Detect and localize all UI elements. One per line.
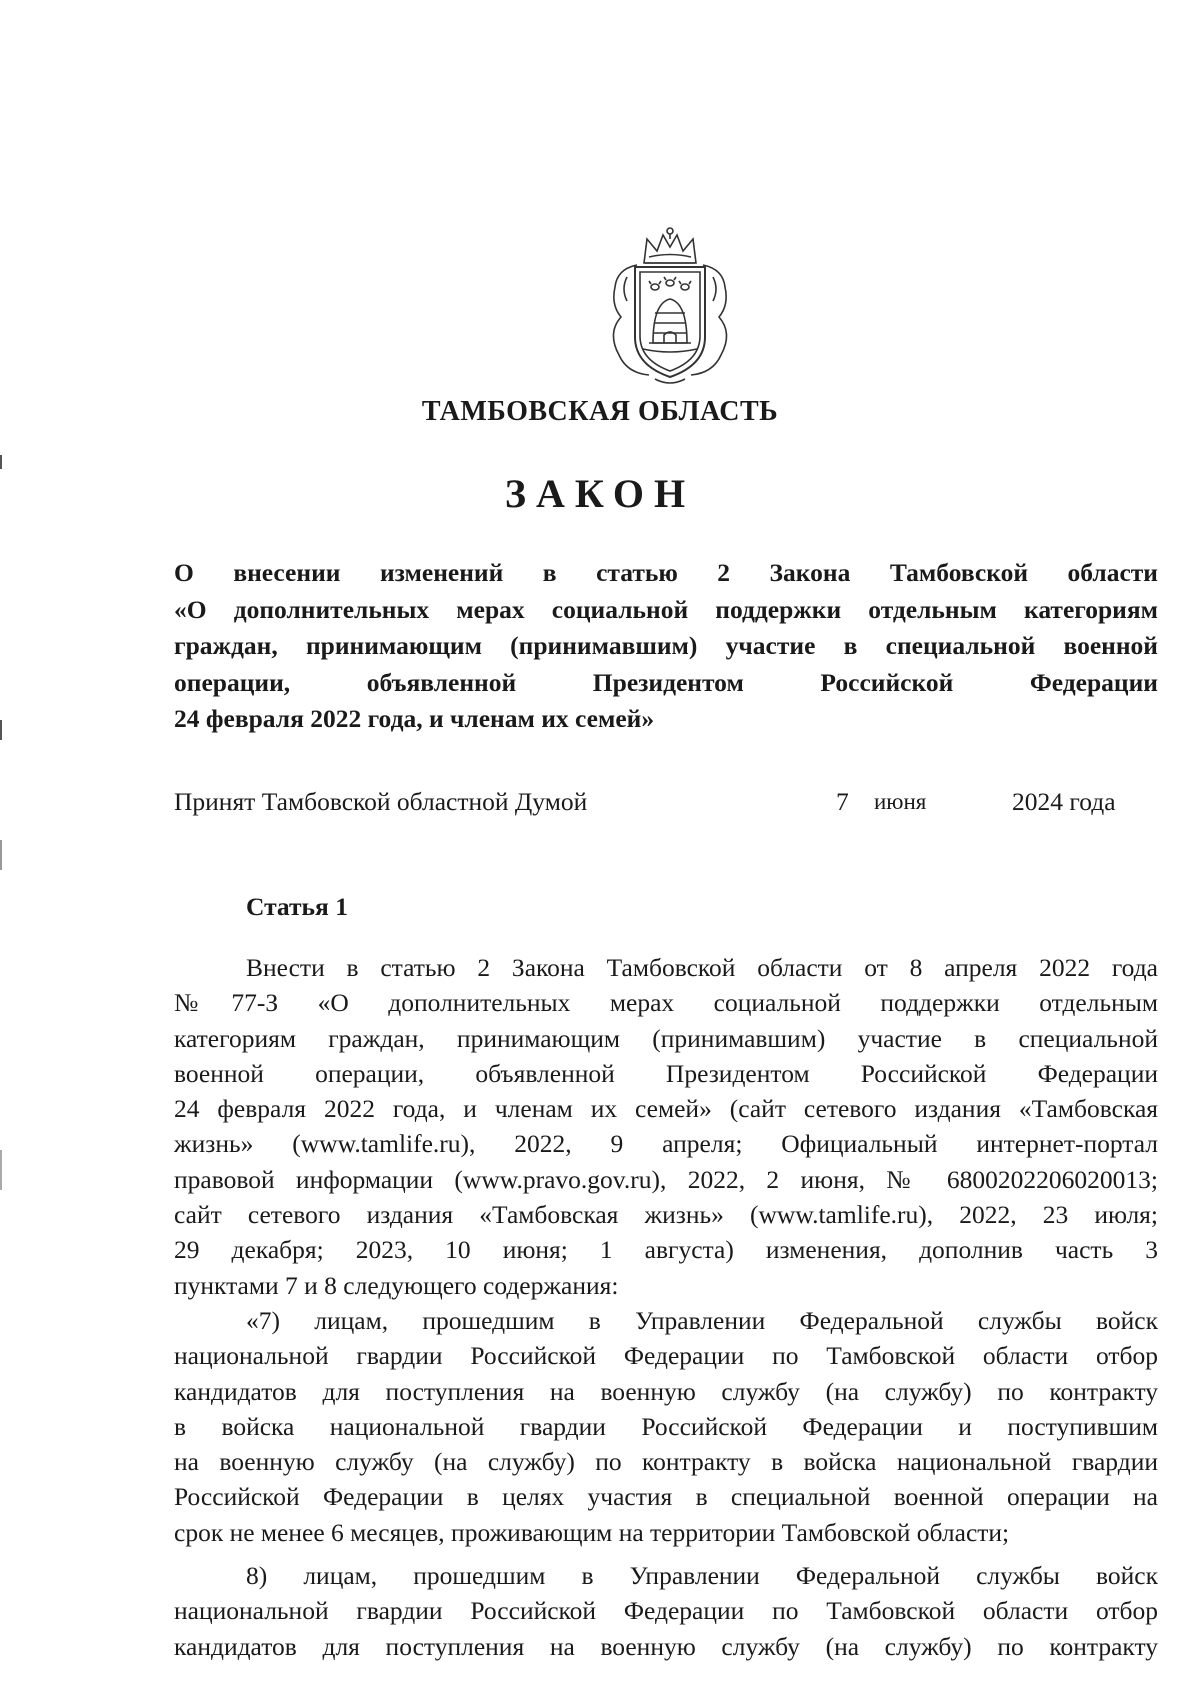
body-line: Внести в статью 2 Закона Тамбовской области от 8 апреля 2022 года [246, 953, 1158, 982]
adoption-label: Принят Тамбовской областной Думой [174, 787, 588, 816]
body-line: №77-З «О дополнительных мерах социальной поддержки отдельным [174, 988, 1158, 1018]
adoption-month: июня [874, 789, 927, 814]
law-title-line: граждан, принимающим (принимавшим) участие в специальной военной [174, 631, 1158, 660]
body-line: 29 декабря; 2023, 10 июня; 1 августа) изменения, дополнив часть 3 [174, 1235, 1158, 1265]
body-line: 8) лицам, прошедшим в Управлении Федеральной службы войск [246, 1561, 1158, 1591]
scan-artifact [0, 1150, 2, 1190]
body-line: сайт сетевого издания «Тамбовская жизнь» (www.tamlife.ru), 2022, 23 июля; [174, 1200, 1158, 1230]
law-title-line: «О дополнительных мерах социальной поддержки отдельным категориям [174, 594, 1158, 624]
adoption-line [174, 787, 1158, 823]
region-heading: ТАМБОВСКАЯ ОБЛАСТЬ [421, 396, 779, 427]
document-type-heading: ЗАКОН [504, 471, 696, 516]
body-line: «7) лицам, прошедшим в Управлении Федеральной службы войск [246, 1305, 1158, 1335]
body-line: в войска национальной гвардии Российской Федерации и поступившим [174, 1411, 1158, 1441]
law-title-line: операции, объявленной Президентом Российской Федерации [174, 667, 1158, 697]
scan-artifact [0, 840, 2, 870]
law-title [174, 555, 1158, 738]
body-line: правовой информации (www.pravo.gov.ru), 2022, 2 июня, № 6800202206020013; [174, 1164, 1158, 1194]
body-line: Российской Федерации в целях участия в специальной военной операции на [174, 1482, 1158, 1512]
law-title-line: 24 февраля 2022 года, и членам их семей» [174, 704, 655, 733]
article-body [174, 950, 1158, 1664]
body-line: национальной гвардии Российской Федерации по Тамбовской области отбор [174, 1596, 1158, 1626]
body-line: 24 февраля 2022 года, и членам их семей» (сайт сетевого издания «Тамбовская [174, 1094, 1158, 1124]
law-title-line: О внесении изменений в статью 2 Закона Тамбовской области [174, 558, 1158, 587]
body-line: жизнь» (www.tamlife.ru), 2022, 9 апреля; Официальный интернет-портал [174, 1129, 1158, 1159]
body-line: кандидатов для поступления на военную службу (на службу) по контракту [174, 1631, 1158, 1661]
scan-artifact [0, 455, 2, 469]
adoption-day: 7 [836, 787, 849, 816]
body-line: военной операции, объявленной Президентом Российской Федерации [174, 1058, 1158, 1088]
body-line: национальной гвардии Российской Федерации по Тамбовской области отбор [174, 1341, 1158, 1371]
body-line: категориям граждан, принимающим (принимавшим) участие в специальной [174, 1023, 1158, 1053]
coat-of-arms-emblem [597, 225, 743, 387]
article-heading: Статья 1 [246, 892, 348, 921]
body-line: пунктами 7 и 8 следующего содержания: [174, 1270, 619, 1300]
body-line: на военную службу (на службу) по контракту в войска национальной гвардии [174, 1447, 1158, 1477]
adoption-year: 2024 года [1012, 787, 1116, 816]
body-line: срок не менее 6 месяцев, проживающим на территории Тамбовской области; [174, 1517, 1010, 1547]
body-line: кандидатов для поступления на военную службу (на службу) по контракту [174, 1376, 1158, 1406]
scan-artifact [0, 720, 2, 740]
